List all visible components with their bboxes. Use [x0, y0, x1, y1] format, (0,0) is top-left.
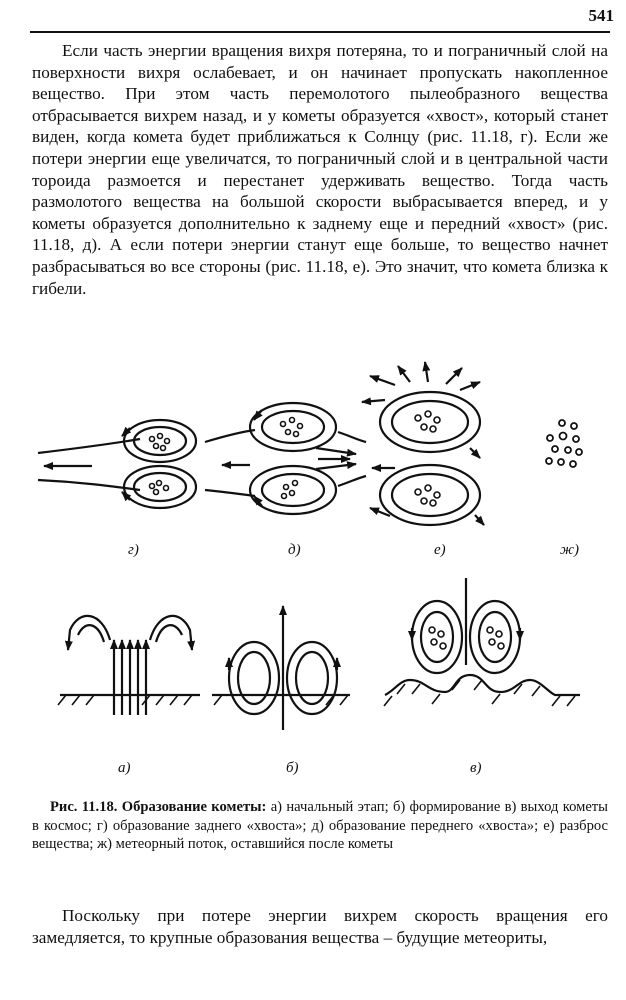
- page-number: 541: [588, 6, 614, 25]
- diagram-g: [38, 420, 196, 508]
- diagram-zh: [546, 420, 582, 467]
- paragraph-2: Поскольку при потере энергии вихрем скорость вращения его замедляется, то крупные образования вещества – будущие метеориты,: [32, 906, 608, 947]
- paragraph-1: Если часть энергии вращения вихря потеряна, то и пограничный слой на поверхности вихря ослабевает, и он начинает пропускать накопленное вещество. При этом часть перемолотого пылеобразного вещества отбрасывается вихрем назад, и у кометы образуется «хвост», который станет виден, когда комета будет приближаться к Солнцу (рис. 11.18, г). Если же потери энергии еще увеличатся, то пограничный слой и в центральной части тороида размоется и перестанет удерживать вещество. Тогда часть размолотого вещества на большой скорости выбрасывается вперед, и у кометы образуется дополнительно к заднему еще и передний «хвост» (рис. 11.18, д). А если потери энергии станут еще больше, то вещество начнет разбрасываться во все стороны (рис. 11.18, е). Это значит, что комета близка к гибели.: [32, 41, 608, 298]
- label-e: е): [434, 542, 446, 558]
- figure-comet-formation: [0, 340, 626, 800]
- label-zh: ж): [560, 542, 579, 558]
- label-d: д): [288, 542, 301, 558]
- label-g: г): [128, 542, 139, 558]
- diagram-e: [362, 362, 484, 525]
- label-v: в): [470, 760, 482, 776]
- figure-caption: [32, 798, 608, 854]
- header-rule: [30, 31, 610, 33]
- caption-text: а) начальный этап; б) формирование в) выход кометы в космос; г) образование заднего «хвоста»; д) образование переднего «хвоста»; е) разброс вещества; ж) метеорный поток, оставшийся после кометы: [32, 799, 608, 852]
- diagram-b: [212, 606, 350, 730]
- label-a: а): [118, 760, 131, 776]
- diagram-v: [384, 578, 580, 706]
- diagram-d: [205, 403, 366, 514]
- caption-title: Рис. 11.18. Образование кометы:: [50, 799, 267, 815]
- diagram-a: [58, 616, 200, 715]
- label-b: б): [286, 760, 299, 776]
